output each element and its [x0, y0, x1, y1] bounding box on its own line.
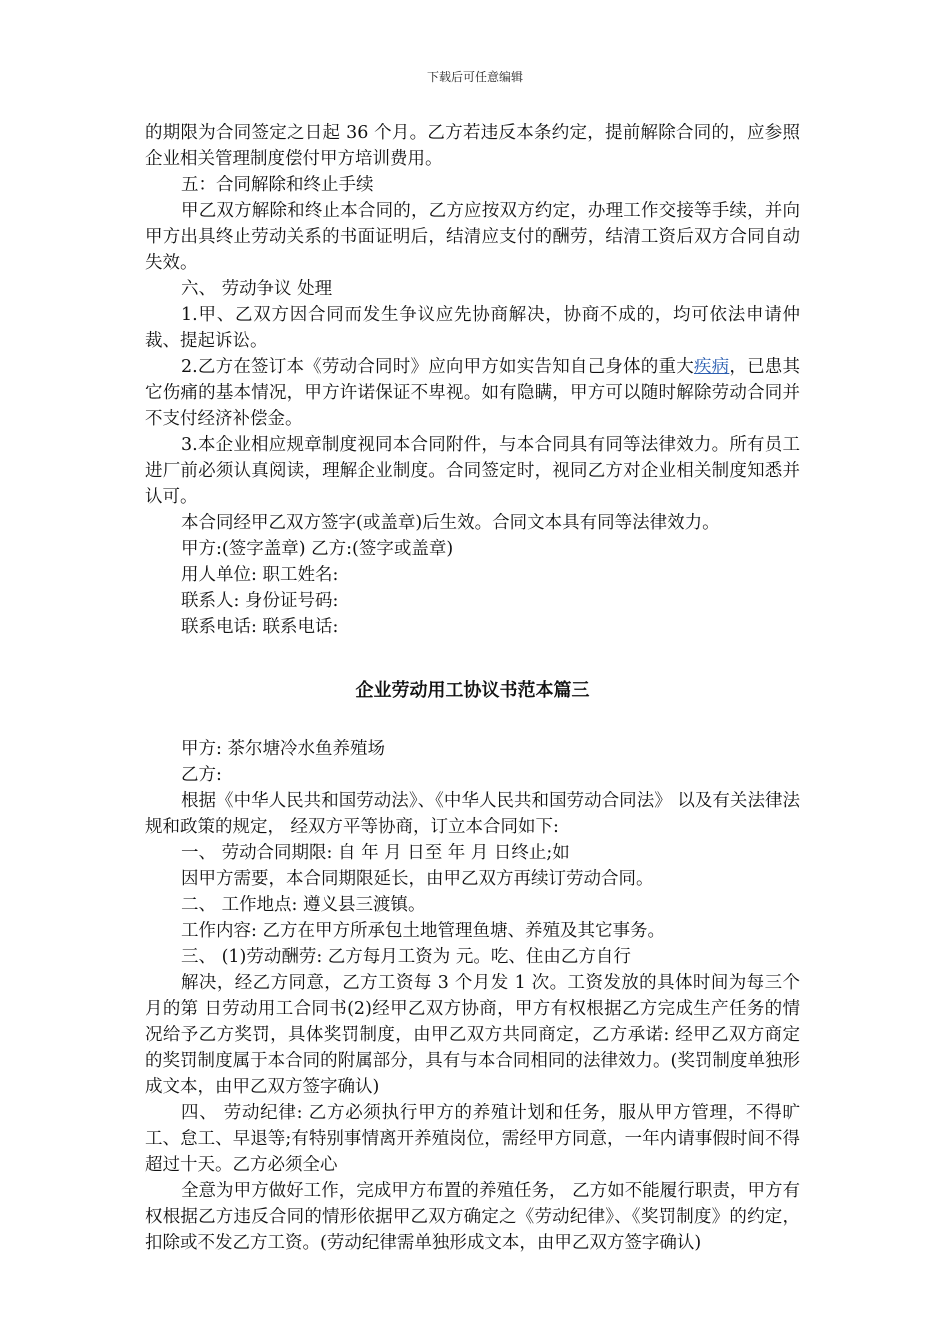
paragraph: 根据《中华人民共和国劳动法》、《中华人民共和国劳动合同法》 以及有关法律法规和政策的规定， 经双方平等协商，订立本合同如下:	[145, 791, 800, 837]
paragraph: 甲乙双方解除和终止本合同的，乙方应按双方约定，办理工作交接等手续，并向甲方出具终止劳动关系的书面证明后，结清应支付的酬劳，结清工资后双方合同自动失效。	[145, 201, 800, 273]
section-heading: 二、 工作地点: 遵义县三渡镇。	[181, 895, 426, 915]
section-heading: 三、 (1)劳动酬劳: 乙方每月工资为 元。吃、住由乙方自行	[181, 947, 631, 967]
employer-line: 用人单位: 职工姓名:	[181, 565, 339, 585]
paragraph-text: ，已患其它伤痛的基本情况，甲方许诺保证不卑视。如有隐瞒，甲方可以随时解除劳动合同并不支付经济补偿金。	[145, 357, 801, 429]
paragraph: 因甲方需要，本合同期限延长，由甲乙双方再续订劳动合同。	[181, 869, 654, 889]
paragraph: 本合同经甲乙双方签字(或盖章)后生效。合同文本具有同等法律效力。	[181, 513, 720, 533]
contact-line: 联系人: 身份证号码:	[181, 591, 339, 611]
phone-line: 联系电话: 联系电话:	[181, 617, 339, 637]
paragraph: 全意为甲方做好工作，完成甲方布置的养殖任务， 乙方如不能履行职责，甲方有权根据乙方违反合同的情形依据甲乙双方确定之《劳动纪律》、《奖罚制度》的约定，扣除或不发乙方工资。(劳动纪律需单独形成文本，由甲乙双方签字确认)	[145, 1181, 800, 1253]
paragraph: 3.本企业相应规章制度视同本合同附件，与本合同具有同等法律效力。所有员工进厂前必须认真阅读，理解企业制度。合同签定时，视同乙方对企业相关制度知悉并认可。	[145, 435, 800, 507]
paragraph	[145, 354, 800, 432]
paragraph: 的期限为合同签定之日起 36 个月。乙方若违反本条约定，提前解除合同的，应参照企业相关管理制度偿付甲方培训费用。	[145, 123, 800, 169]
paragraph: 1.甲、乙双方因合同而发生争议应先协商解决，协商不成的，均可依法申请仲裁、提起诉讼。	[145, 305, 800, 351]
section-heading: 六、 劳动争议 处理	[181, 279, 333, 299]
paragraph-text: 2.乙方在签订本《劳动合同时》应向甲方如实告知自己身体的重大	[181, 357, 694, 377]
section-heading: 五：合同解除和终止手续	[181, 175, 374, 195]
section-heading: 一、 劳动合同期限: 自 年 月 日至 年 月 日终止;如	[181, 843, 570, 863]
party-b-line: 乙方:	[181, 765, 222, 785]
section-heading: 四、 劳动纪律: 乙方必须执行甲方的养殖计划和任务，服从甲方管理，不得旷工、怠工、早退等;有特别事情离开养殖岗位，需经甲方同意，一年内请事假时间不得超过十天。乙方必须全心	[145, 1103, 800, 1175]
paragraph: 工作内容: 乙方在甲方所承包土地管理鱼塘、养殖及其它事务。	[181, 921, 665, 941]
paragraph: 解决，经乙方同意，乙方工资每 3 个月发 1 次。工资发放的具体时间为每三个月的第 日劳动用工合同书(2)经甲乙双方协商，甲方有权根据乙方完成生产任务的情况给予乙方奖罚，具体奖罚制度，由甲乙双方共同商定，乙方承诺: 经甲乙双方商定的奖罚制度属于本合同的附属部分，具有与本合同相同的法律效力。(奖罚制度单独形成文本，由甲乙双方签字确认)	[145, 973, 800, 1097]
signature-line: 甲方:(签字盖章) 乙方:(签字或盖章)	[181, 539, 454, 559]
document-body	[145, 120, 800, 1256]
document-title: 企业劳动用工协议书范本篇三	[355, 680, 590, 701]
page-header: 下载后可任意编辑	[426, 70, 523, 84]
party-a-line: 甲方: 茶尔塘冷水鱼养殖场	[181, 739, 385, 759]
disease-link[interactable]: 疾病	[693, 357, 730, 377]
